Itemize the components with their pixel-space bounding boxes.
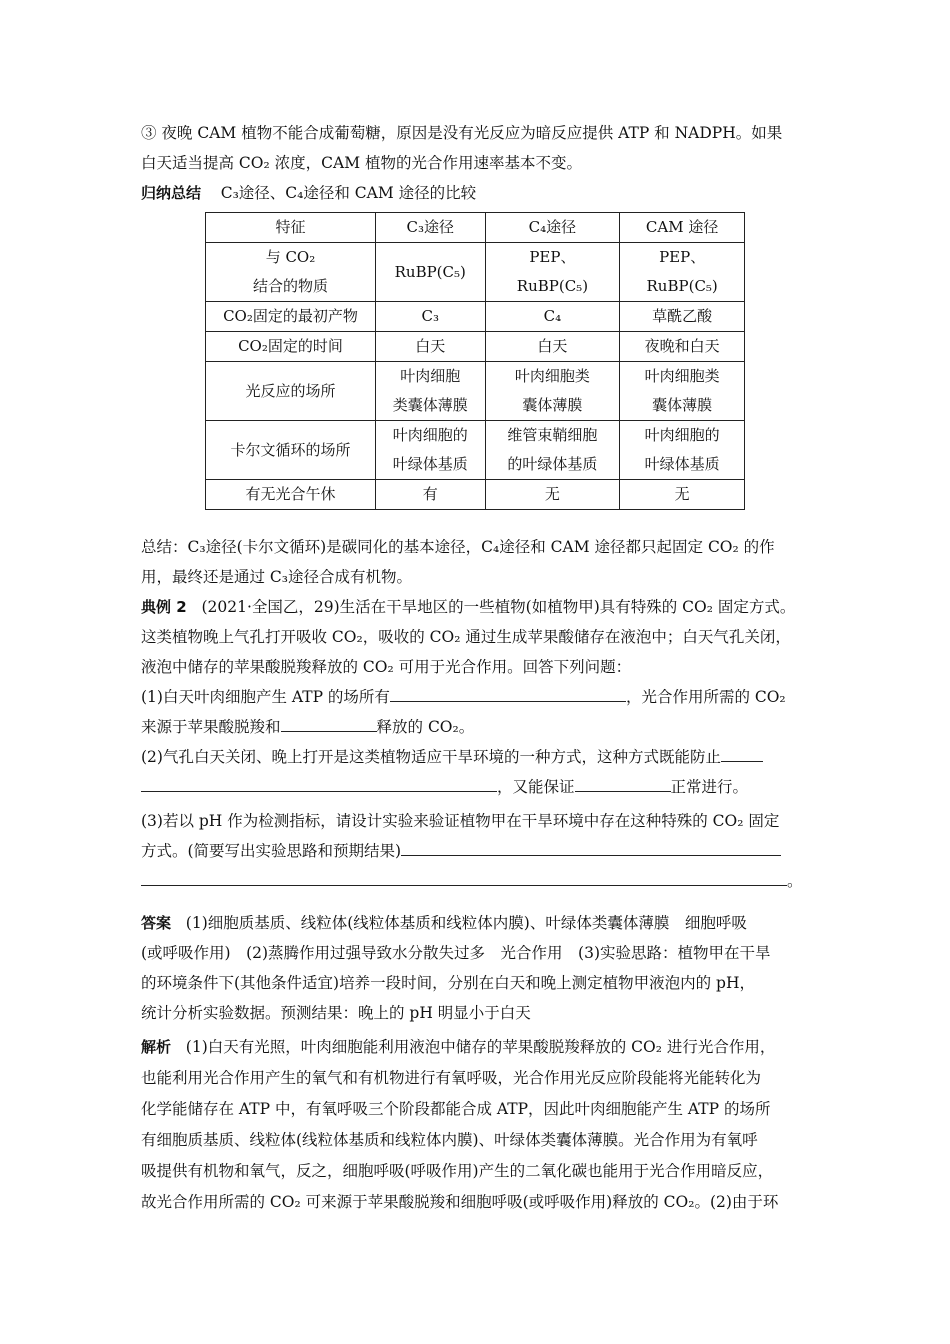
text-segment: 来源于苹果酸脱羧和 [141,718,281,736]
table-header-cell: C₄途径 [485,213,620,243]
cell-line: PEP、 [529,248,576,266]
table-cell: 白天 [485,332,620,362]
cell-line: 类囊体薄膜 [392,396,468,414]
table-cell [375,421,485,480]
text-line: 液泡中储存的苹果酸脱羧释放的 CO₂ 可用于光合作用。回答下列问题： [141,658,632,676]
cell-line: RuBP(C₅) [646,277,718,295]
text-line: 统计分析实验数据。预测结果：晚上的 pH 明显小于白天 [141,1004,531,1022]
answer-blank[interactable] [390,683,626,702]
cell-line: RuBP(C₅) [394,262,466,281]
text-segment: 释放的 CO₂。 [376,718,475,736]
table-cell: 无 [620,480,745,510]
text-line: 吸提供有机物和氧气，反之，细胞呼吸(呼吸作用)产生的二氧化碳也能用于光合作用暗反应， [141,1162,774,1180]
answer-paragraph [141,908,814,1028]
cell-line: 囊体薄膜 [522,396,583,414]
table-cell: 光反应的场所 [206,362,376,421]
table-header-row [206,213,745,243]
conclusion-paragraph [141,532,814,592]
question-3 [141,806,814,896]
table-cell [620,421,745,480]
comparison-table [205,212,745,510]
table-cell: 草酰乙酸 [620,302,745,332]
text-line: 故光合作用所需的 CO₂ 可来源于苹果酸脱羧和细胞呼吸(或呼吸作用)释放的 CO₂。(2)由于环 [141,1193,779,1211]
cell-line: 叶肉细胞 [400,367,461,385]
text-line: 的环境条件下(其他条件适宜)培养一段时间，分别在白天和晚上测定植物甲液泡内的 pH， [141,974,755,992]
summary-label: 归纳总结 [141,184,202,202]
example-label: 典例 2 [141,598,187,616]
answer-blank[interactable] [141,773,497,792]
text-line: 用，最终还是通过 C₃途径合成有机物。 [141,568,413,586]
cell-line: 维管束鞘细胞 [507,426,598,444]
text-line: 有细胞质基质、线粒体(线粒体基质和线粒体内膜)、叶绿体类囊体薄膜。光合作用为有氧呼 [141,1131,758,1149]
table-cell [620,362,745,421]
table-header-cell: 特征 [206,213,376,243]
table-row [206,243,745,302]
answer-label: 答案 [141,914,172,932]
cell-line: 叶肉细胞的 [392,426,468,444]
summary-title: C₃途径、C₄途径和 CAM 途径的比较 [220,184,477,202]
cell-line: 与 CO₂ [265,248,316,266]
cell-line: 叶绿体基质 [644,455,720,473]
table-cell: 白天 [375,332,485,362]
cell-line: 叶肉细胞类 [514,367,590,385]
paragraph-cam-note [141,118,814,178]
text-line: (1)白天有光照，叶肉细胞能利用液泡中储存的苹果酸脱羧释放的 CO₂ 进行光合作用， [185,1038,776,1056]
table-cell: 有 [375,480,485,510]
text-line: 白天适当提高 CO₂ 浓度，CAM 植物的光合作用速率基本不变。 [141,154,582,172]
text-segment: 方式。(简要写出实验思路和预期结果) [141,842,402,860]
answer-blank[interactable] [281,713,377,732]
text-line: 也能利用光合作用产生的氧气和有机物进行有氧呼吸，光合作用光反应阶段能将光能转化为 [141,1069,762,1087]
text-segment: (2)气孔白天关闭、晚上打开是这类植物适应干旱环境的一种方式，这种方式既能防止 [141,748,721,766]
table-cell: 无 [485,480,620,510]
table-row [206,302,745,332]
table-cell: 卡尔文循环的场所 [206,421,376,480]
question-1 [141,682,814,742]
analysis-paragraph [141,1032,814,1218]
text-segment: ，又能保证 [497,778,575,796]
text-line: (3)若以 pH 作为检测指标，请设计实验来验证植物甲在干旱环境中存在这种特殊的 CO₂ 固定 [141,812,780,830]
table-header-cell: CAM 途径 [620,213,745,243]
table-cell: 夜晚和白天 [620,332,745,362]
cell-line: PEP、 [659,248,706,266]
table-cell: C₄ [485,302,620,332]
table-cell [620,243,745,302]
table-cell [375,243,485,302]
answer-blank[interactable] [721,743,763,762]
cell-line: 叶肉细胞的 [644,426,720,444]
cell-line: 叶绿体基质 [392,455,468,473]
text-segment: 正常进行。 [670,778,749,796]
table-row [206,332,745,362]
question-2 [141,742,814,802]
cell-line: 结合的物质 [252,277,328,295]
table-cell [485,243,620,302]
text-line: 化学能储存在 ATP 中，有氧呼吸三个阶段都能合成 ATP，因此叶肉细胞能产生 ATP 的场所 [141,1100,771,1118]
analysis-label: 解析 [141,1038,172,1056]
text-line: 这类植物晚上气孔打开吸收 CO₂，吸收的 CO₂ 通过生成苹果酸储存在液泡中；白天气孔关闭， [141,628,791,646]
table-cell [206,243,376,302]
table-cell: CO₂固定的最初产物 [206,302,376,332]
text-line: 总结：C₃途径(卡尔文循环)是碳同化的基本途径，C₄途径和 CAM 途径都只起固定 CO₂ 的作 [141,538,775,556]
table-row [206,362,745,421]
example-paragraph [141,592,814,682]
cell-line: 叶肉细胞类 [644,367,720,385]
cell-line: 囊体薄膜 [652,396,713,414]
text-line: (1)细胞质基质、线粒体(线粒体基质和线粒体内膜)、叶绿体类囊体薄膜 细胞呼吸 [185,914,747,932]
table-cell [375,362,485,421]
table-cell: CO₂固定的时间 [206,332,376,362]
answer-blank[interactable] [401,837,781,856]
text-segment: (1)白天叶肉细胞产生 ATP 的场所有 [141,688,390,706]
table-cell [485,362,620,421]
answer-blank[interactable] [141,867,787,886]
answer-blank[interactable] [575,773,671,792]
text-segment: ，光合作用所需的 CO₂ [625,688,786,706]
table-header-cell: C₃途径 [375,213,485,243]
text-line: ③ 夜晚 CAM 植物不能合成葡萄糖，原因是没有光反应为暗反应提供 ATP 和 NADPH。如果 [141,124,783,142]
cell-line: 的叶绿体基质 [507,455,598,473]
table-cell [485,421,620,480]
table-cell: 有无光合午休 [206,480,376,510]
text-line: (或呼吸作用) (2)蒸腾作用过强导致水分散失过多 光合作用 (3)实验思路：植物甲在干旱 [141,944,771,962]
table-cell: C₃ [375,302,485,332]
table-row [206,421,745,480]
summary-heading [141,178,814,208]
cell-line: RuBP(C₅) [516,277,589,295]
table-row [206,480,745,510]
text-segment: 。 [787,872,803,890]
text-line: (2021·全国乙，29)生活在干旱地区的一些植物(如植物甲)具有特殊的 CO₂ 固定方式。 [201,598,796,616]
